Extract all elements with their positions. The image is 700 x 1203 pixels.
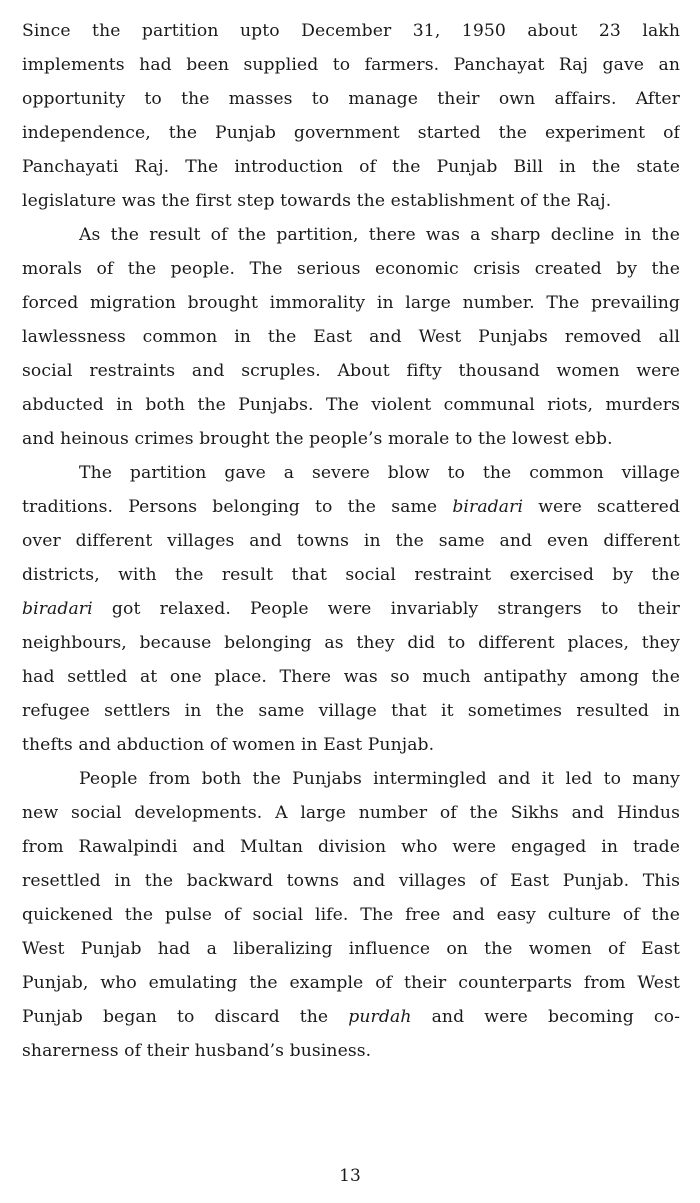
text-line — [22, 1000, 680, 1034]
text-line — [22, 388, 680, 422]
paragraph-container — [22, 14, 680, 1068]
text-segment: West Punjab had a liberalizing influence on the women of East — [22, 939, 680, 959]
text-segment: The partition gave a severe blow to the common village — [79, 463, 680, 483]
text-segment: refugee settlers in the same village that it sometimes resulted in — [22, 701, 680, 721]
text-line — [22, 218, 680, 252]
text-segment: Panchayati Raj. The introduction of the Punjab Bill in the state — [22, 157, 680, 177]
text-line — [22, 82, 680, 116]
text-line — [22, 490, 680, 524]
text-segment: from Rawalpindi and Multan division who were engaged in trade — [22, 837, 680, 857]
text-segment: Punjab began to discard the — [22, 1007, 349, 1027]
text-segment: morals of the people. The serious economic crisis created by the — [22, 259, 680, 279]
italic-term: purdah — [348, 1007, 412, 1027]
text-segment: forced migration brought immorality in large number. The prevailing — [22, 293, 680, 313]
text-segment: Punjab, who emulating the example of their counterparts from West — [22, 973, 680, 993]
text-line — [22, 592, 680, 626]
text-line — [22, 932, 680, 966]
text-line — [22, 524, 680, 558]
text-segment: resettled in the backward towns and villages of East Punjab. This — [22, 871, 680, 891]
document-body — [22, 14, 680, 1068]
text-line — [22, 14, 680, 48]
italic-term: biradari — [452, 497, 524, 517]
text-segment: People from both the Punjabs intermingled and it led to many — [79, 769, 680, 789]
text-segment: independence, the Punjab government started the experiment of — [22, 123, 680, 143]
text-segment: sharerness of their husband’s business. — [22, 1041, 372, 1061]
italic-term: biradari — [22, 599, 93, 619]
text-segment: had settled at one place. There was so much antipathy among the — [22, 667, 680, 687]
text-line — [22, 320, 680, 354]
text-line — [22, 830, 680, 864]
text-segment: opportunity to the masses to manage their own affairs. After — [22, 89, 680, 109]
paragraph — [22, 14, 680, 218]
text-segment: thefts and abduction of women in East Punjab. — [22, 735, 435, 755]
text-line — [22, 694, 680, 728]
text-line — [22, 184, 680, 218]
text-line — [22, 898, 680, 932]
text-line — [22, 660, 680, 694]
text-segment: implements had been supplied to farmers. Panchayat Raj gave an — [22, 55, 680, 75]
text-segment: Since the partition upto December 31, 1950 about 23 lakh — [22, 21, 680, 41]
text-line — [22, 728, 680, 762]
text-line — [22, 1034, 680, 1068]
text-segment: over different villages and towns in the same and even different — [22, 531, 680, 551]
text-segment: As the result of the partition, there was a sharp decline in the — [79, 225, 680, 245]
text-segment: lawlessness common in the East and West Punjabs removed all — [22, 327, 680, 347]
text-segment: legislature was the first step towards the establishment of the Raj. — [22, 191, 612, 211]
text-line — [22, 626, 680, 660]
text-line — [22, 966, 680, 1000]
text-segment: abducted in both the Punjabs. The violent communal riots, murders — [22, 395, 680, 415]
paragraph — [22, 456, 680, 762]
text-line — [22, 422, 680, 456]
text-line — [22, 116, 680, 150]
text-segment: neighbours, because belonging as they did to different places, they — [22, 633, 680, 653]
text-line — [22, 762, 680, 796]
paragraph — [22, 218, 680, 456]
text-segment: were scattered — [523, 497, 680, 517]
text-line — [22, 864, 680, 898]
text-line — [22, 354, 680, 388]
text-line — [22, 252, 680, 286]
text-segment: and were becoming co- — [411, 1007, 680, 1027]
text-line — [22, 286, 680, 320]
text-line — [22, 558, 680, 592]
text-segment: and heinous crimes brought the people’s morale to the lowest ebb. — [22, 429, 613, 449]
text-segment: districts, with the result that social restraint exercised by the — [22, 565, 680, 585]
text-segment: traditions. Persons belonging to the same — [22, 497, 453, 517]
text-line — [22, 150, 680, 184]
text-segment: quickened the pulse of social life. The free and easy culture of the — [22, 905, 680, 925]
text-line — [22, 796, 680, 830]
text-line — [22, 456, 680, 490]
text-segment: got relaxed. People were invariably strangers to their — [92, 599, 680, 619]
paragraph — [22, 762, 680, 1068]
page-number: 13 — [339, 1166, 361, 1186]
text-segment: social restraints and scruples. About fifty thousand women were — [22, 361, 680, 381]
text-line — [22, 48, 680, 82]
text-segment: new social developments. A large number of the Sikhs and Hindus — [22, 803, 680, 823]
